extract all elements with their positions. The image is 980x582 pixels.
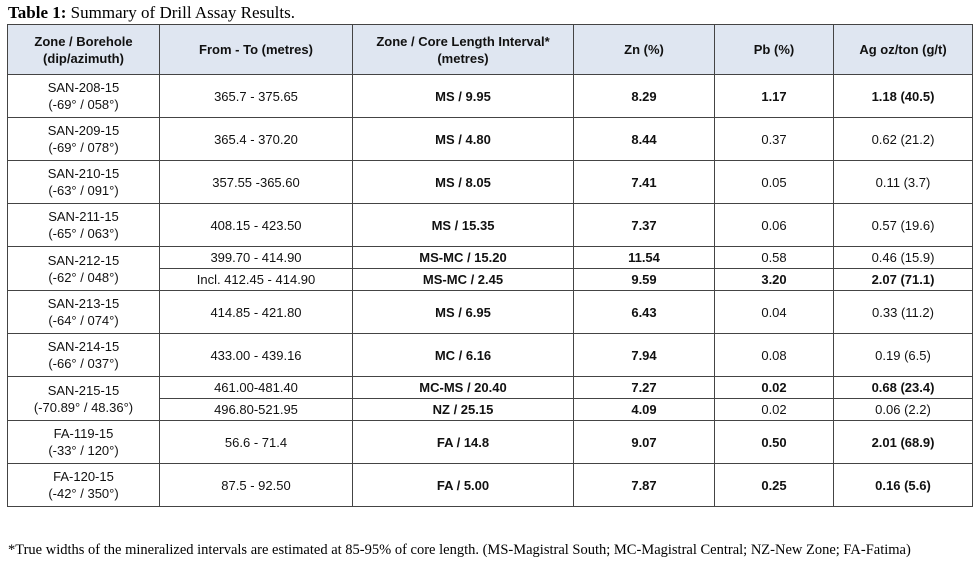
table-body	[8, 75, 973, 507]
borehole-id: SAN-215-15	[47, 382, 120, 398]
table-row	[8, 75, 973, 118]
cell-from-to: Incl. 412.45 - 414.90	[160, 269, 353, 291]
cell-pb: 0.37	[715, 118, 834, 161]
table-row	[8, 204, 973, 247]
cell-pb: 0.02	[715, 399, 834, 421]
borehole-id: SAN-210-15	[47, 166, 120, 181]
cell-core-length: MS / 9.95	[353, 75, 574, 118]
borehole-dip-azimuth: (-69° / 078°)	[48, 140, 119, 155]
header-ag: Ag oz/ton (g/t)	[834, 25, 973, 75]
cell-zn: 6.43	[574, 291, 715, 334]
header-pb: Pb (%)	[715, 25, 834, 75]
cell-ag: 0.46 (15.9)	[834, 247, 973, 269]
cell-ag: 1.18 (40.5)	[834, 75, 973, 118]
borehole-dip-azimuth: (-66° / 037°)	[48, 356, 119, 371]
table-caption-label: Table 1:	[8, 3, 67, 22]
borehole-dip-azimuth: (-63° / 091°)	[48, 183, 119, 198]
cell-from-to: 56.6 - 71.4	[160, 421, 353, 464]
table-row	[8, 421, 973, 464]
cell-borehole	[8, 291, 160, 334]
cell-core-length: FA / 5.00	[353, 464, 574, 507]
cell-borehole	[8, 118, 160, 161]
cell-borehole	[8, 421, 160, 464]
header-core-length: Zone / Core Length Interval* (metres)	[353, 25, 574, 75]
table-caption-text: Summary of Drill Assay Results.	[66, 3, 295, 22]
borehole-dip-azimuth: (-69° / 058°)	[48, 97, 119, 112]
footnote: *True widths of the mineralized intervals are estimated at 85-95% of core length. (MS-Magistral South; MC-Magistral Central; NZ-New Zone; FA-Fatima)	[8, 542, 911, 558]
table-row	[8, 464, 973, 507]
cell-borehole	[8, 334, 160, 377]
cell-from-to: 433.00 - 439.16	[160, 334, 353, 377]
cell-pb: 0.05	[715, 161, 834, 204]
cell-ag: 0.33 (11.2)	[834, 291, 973, 334]
cell-ag: 0.68 (23.4)	[834, 377, 973, 399]
cell-zn: 7.87	[574, 464, 715, 507]
table-row	[8, 334, 973, 377]
table-row	[8, 377, 973, 399]
cell-ag: 0.11 (3.7)	[834, 161, 973, 204]
cell-from-to: 87.5 - 92.50	[160, 464, 353, 507]
cell-borehole	[8, 377, 160, 421]
cell-from-to: 365.7 - 375.65	[160, 75, 353, 118]
header-zn: Zn (%)	[574, 25, 715, 75]
borehole-dip-azimuth: (-70.89° / 48.36°)	[33, 399, 134, 415]
cell-zn: 9.07	[574, 421, 715, 464]
borehole-dip-azimuth: (-62° / 048°)	[48, 269, 119, 285]
cell-ag: 0.19 (6.5)	[834, 334, 973, 377]
cell-zn: 9.59	[574, 269, 715, 291]
borehole-dip-azimuth: (-42° / 350°)	[48, 486, 119, 501]
borehole-id: FA-119-15	[53, 426, 114, 441]
assay-table	[7, 24, 973, 507]
cell-pb: 0.06	[715, 204, 834, 247]
borehole-id: SAN-212-15	[47, 252, 120, 268]
cell-borehole	[8, 75, 160, 118]
borehole-id: SAN-209-15	[47, 123, 120, 138]
borehole-dip-azimuth: (-65° / 063°)	[48, 226, 119, 241]
cell-ag: 0.62 (21.2)	[834, 118, 973, 161]
borehole-dip-azimuth: (-64° / 074°)	[48, 313, 119, 328]
table-row	[8, 291, 973, 334]
borehole-id: SAN-208-15	[47, 80, 120, 95]
cell-from-to: 414.85 - 421.80	[160, 291, 353, 334]
cell-ag: 0.57 (19.6)	[834, 204, 973, 247]
borehole-id: SAN-213-15	[47, 296, 120, 311]
cell-pb: 3.20	[715, 269, 834, 291]
table-row	[8, 247, 973, 269]
table-row	[8, 161, 973, 204]
cell-ag: 2.07 (71.1)	[834, 269, 973, 291]
cell-pb: 0.08	[715, 334, 834, 377]
cell-from-to: 408.15 - 423.50	[160, 204, 353, 247]
cell-from-to: 496.80-521.95	[160, 399, 353, 421]
cell-from-to: 461.00-481.40	[160, 377, 353, 399]
cell-core-length: MS-MC / 15.20	[353, 247, 574, 269]
cell-zn: 8.44	[574, 118, 715, 161]
cell-core-length: MC / 6.16	[353, 334, 574, 377]
cell-core-length: MS / 8.05	[353, 161, 574, 204]
header-row	[8, 25, 973, 75]
borehole-id: SAN-211-15	[48, 209, 119, 224]
cell-from-to: 365.4 - 370.20	[160, 118, 353, 161]
borehole-id: SAN-214-15	[47, 339, 120, 354]
borehole-dip-azimuth: (-33° / 120°)	[48, 443, 119, 458]
cell-core-length: FA / 14.8	[353, 421, 574, 464]
cell-zn: 8.29	[574, 75, 715, 118]
table-row	[8, 118, 973, 161]
cell-borehole	[8, 464, 160, 507]
cell-core-length: MS / 15.35	[353, 204, 574, 247]
cell-zn: 7.41	[574, 161, 715, 204]
cell-pb: 0.04	[715, 291, 834, 334]
cell-ag: 2.01 (68.9)	[834, 421, 973, 464]
cell-pb: 0.50	[715, 421, 834, 464]
cell-core-length: MS / 4.80	[353, 118, 574, 161]
cell-pb: 0.02	[715, 377, 834, 399]
cell-pb: 0.25	[715, 464, 834, 507]
cell-from-to: 399.70 - 414.90	[160, 247, 353, 269]
table-caption	[8, 3, 295, 23]
cell-pb: 0.58	[715, 247, 834, 269]
cell-core-length: MC-MS / 20.40	[353, 377, 574, 399]
cell-borehole	[8, 161, 160, 204]
cell-borehole	[8, 247, 160, 291]
cell-zn: 11.54	[574, 247, 715, 269]
cell-zn: 7.37	[574, 204, 715, 247]
cell-core-length: MS-MC / 2.45	[353, 269, 574, 291]
cell-core-length: MS / 6.95	[353, 291, 574, 334]
cell-core-length: NZ / 25.15	[353, 399, 574, 421]
header-zone-borehole: Zone / Borehole (dip/azimuth)	[8, 25, 160, 75]
cell-zn: 7.27	[574, 377, 715, 399]
borehole-id: FA-120-15	[53, 469, 114, 484]
cell-from-to: 357.55 -365.60	[160, 161, 353, 204]
cell-pb: 1.17	[715, 75, 834, 118]
cell-ag: 0.16 (5.6)	[834, 464, 973, 507]
header-from-to: From - To (metres)	[160, 25, 353, 75]
cell-ag: 0.06 (2.2)	[834, 399, 973, 421]
cell-zn: 4.09	[574, 399, 715, 421]
cell-zn: 7.94	[574, 334, 715, 377]
cell-borehole	[8, 204, 160, 247]
